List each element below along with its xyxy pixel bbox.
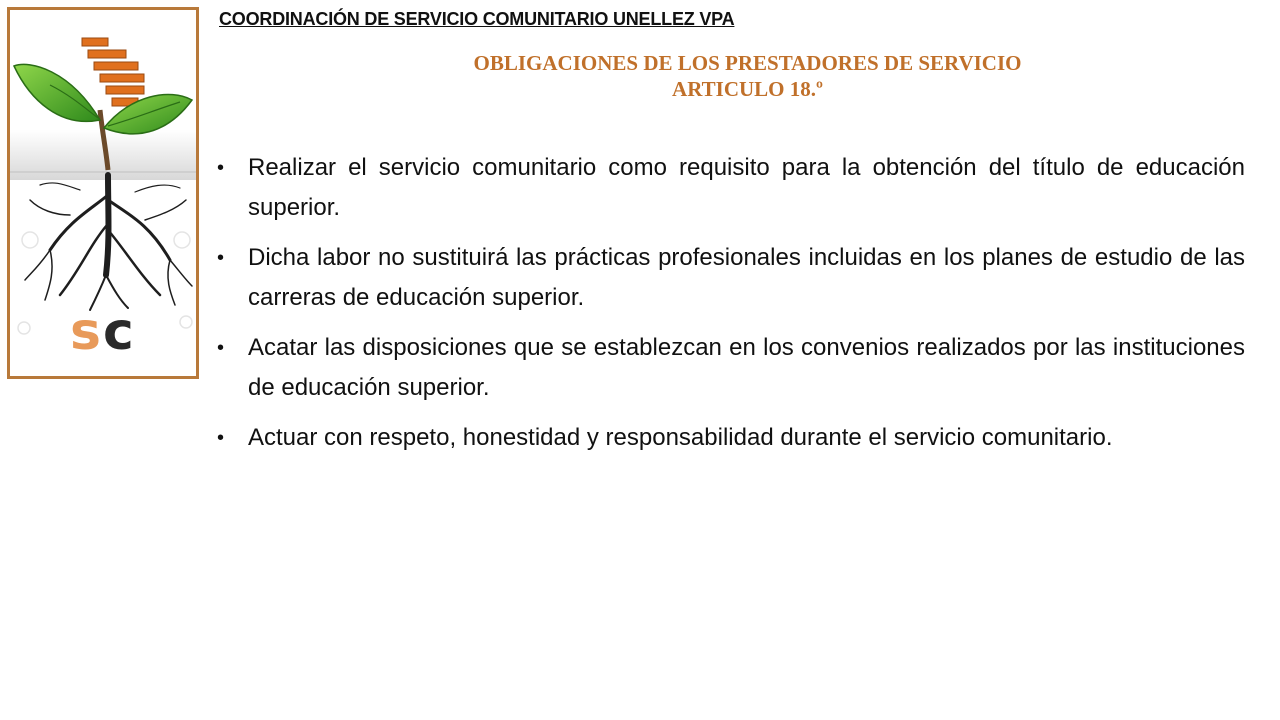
bullet-icon: • xyxy=(217,247,225,269)
logo-letters xyxy=(70,302,136,362)
list-item xyxy=(213,148,1245,228)
obligation-text: Realizar el servicio comunitario como requisito para la obtención del título de educación superior. xyxy=(248,154,1245,221)
list-item xyxy=(213,238,1245,318)
bullet-icon: • xyxy=(217,157,225,179)
slide-heading xyxy=(360,50,1135,102)
logo-frame xyxy=(7,7,199,379)
organization-title: COORDINACIÓN DE SERVICIO COMUNITARIO UNELLEZ VPA xyxy=(219,9,735,29)
logo-letter-s: s xyxy=(70,302,103,362)
obligation-text: Dicha labor no sustituirá las prácticas profesionales incluidas en los planes de estudio de las carreras de educación superior. xyxy=(248,244,1245,311)
bullet-icon: • xyxy=(217,337,225,359)
logo-letter-c: c xyxy=(102,302,136,362)
heading-line-2: ARTICULO 18.º xyxy=(672,77,823,101)
heading-line-1: OBLIGACIONES DE LOS PRESTADORES DE SERVICIO xyxy=(473,51,1022,75)
obligations-list xyxy=(213,148,1245,468)
obligation-text: Actuar con respeto, honestidad y responsabilidad durante el servicio comunitario. xyxy=(248,424,1113,451)
list-item xyxy=(213,328,1245,408)
obligation-text: Acatar las disposiciones que se establezcan en los convenios realizados por las instituciones de educación superior. xyxy=(248,334,1245,401)
bullet-icon: • xyxy=(217,427,225,449)
list-item xyxy=(213,418,1245,458)
